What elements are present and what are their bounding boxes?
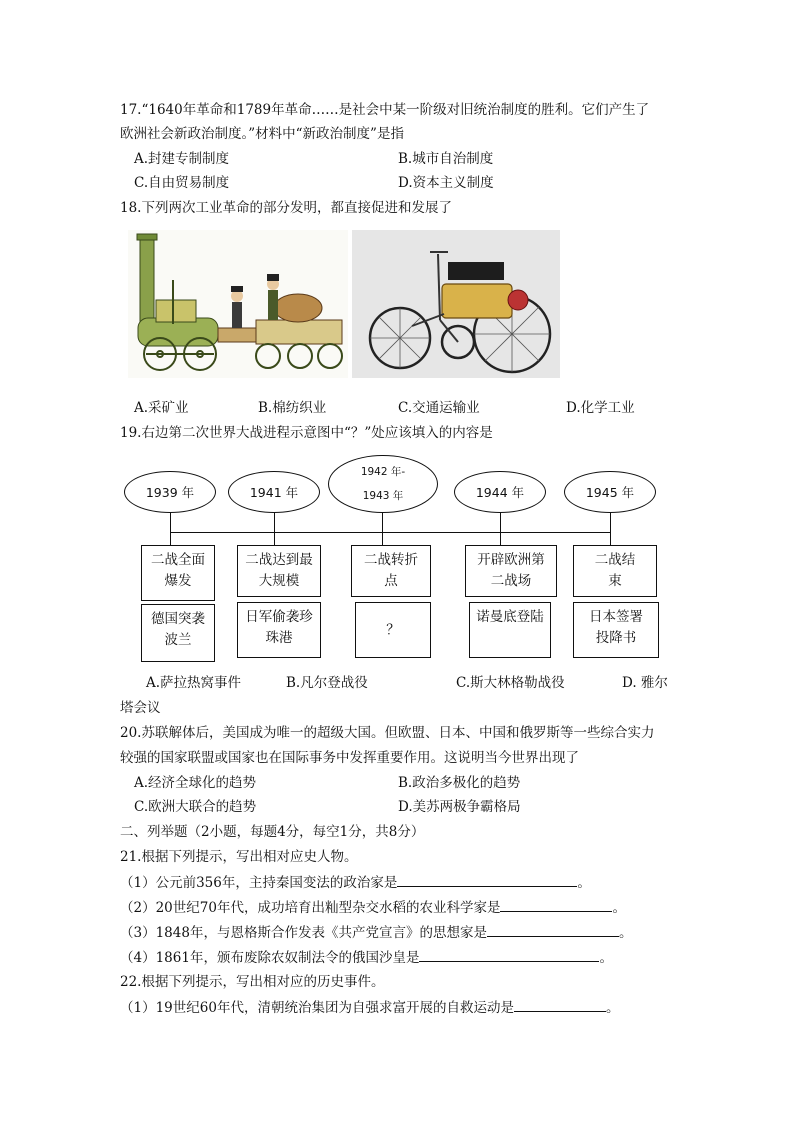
- q21-item-2-text: （2）20世纪70年代，成功培育出籼型杂交水稻的农业科学家是: [120, 900, 501, 916]
- q21-answer-blank-4[interactable]: [419, 947, 599, 962]
- q19-option-a: A.萨拉热窝事件: [146, 675, 242, 691]
- q21-answer-blank-2[interactable]: [500, 897, 612, 912]
- q17-option-c: C.自由贸易制度: [134, 175, 230, 191]
- q17-option-d: D.资本主义制度: [398, 175, 494, 191]
- event-box-3-unknown: ？: [355, 602, 431, 658]
- q19-option-c: C.斯大林格勒战役: [456, 675, 565, 691]
- q21-item-2: [120, 897, 626, 918]
- q21-item-1: [120, 872, 591, 893]
- q17-line2: 欧洲社会新政治制度。”材料中“新政治制度”是指: [120, 126, 404, 142]
- event-box-1: 德国突袭波兰: [141, 604, 215, 662]
- stage-box-3: 二战转折点: [351, 545, 431, 597]
- year-1942-1943: [328, 455, 438, 513]
- q20-option-d: D.美苏两极争霸格局: [398, 799, 521, 815]
- q21-item-3-end: 。: [618, 925, 633, 941]
- q21-item-2-end: 。: [612, 900, 626, 916]
- q21-item-1-end: 。: [577, 875, 591, 891]
- q18-option-b: B.棉纺织业: [258, 400, 327, 416]
- q18-stem: 18.下列两次工业革命的部分发明，都直接促进和发展了: [120, 200, 452, 216]
- q21-answer-blank-1[interactable]: [397, 872, 577, 887]
- q19-option-b: B.凡尔登战役: [286, 675, 368, 691]
- stage-box-4: 开辟欧洲第二战场: [465, 545, 557, 597]
- stage-box-2: 二战达到最大规模: [237, 545, 321, 597]
- year-1943: 1943 年: [362, 490, 404, 502]
- q20-option-a: A.经济全球化的趋势: [134, 775, 257, 791]
- event-box-2: 日军偷袭珍珠港: [237, 602, 321, 658]
- q22-item-1: [120, 997, 619, 1018]
- connector-1: [170, 513, 171, 545]
- q17-line1: 17.“1640年革命和1789年革命……是社会中某一阶级对旧统治制度的胜利。它们产生了: [120, 102, 650, 118]
- stage-box-1: 二战全面爆发: [141, 545, 215, 601]
- q22-stem: 22.根据下列提示，写出相对应的历史事件。: [120, 974, 385, 990]
- q22-item-1-text: （1）19世纪60年代，清朝统治集团为自强求富开展的自救运动是: [120, 1000, 514, 1016]
- q20-option-c: C.欧洲大联合的趋势: [134, 799, 257, 815]
- year-1945: 1945 年: [564, 471, 656, 513]
- timeline-axis: [170, 532, 611, 533]
- q21-item-4-end: 。: [599, 950, 613, 966]
- q20-line2: 较强的国家联盟或国家也在国际事务中发挥重要作用。这说明当今世界出现了: [120, 750, 579, 766]
- connector-2: [274, 513, 275, 545]
- q21-item-3: [120, 922, 632, 943]
- q17-option-a: A.封建专制制度: [134, 151, 230, 167]
- q21-item-1-text: （1）公元前356年，主持秦国变法的政治家是: [120, 875, 398, 891]
- connector-3: [382, 513, 383, 545]
- steam-locomotive-image: [128, 230, 348, 378]
- q21-item-4: [120, 947, 613, 968]
- stage-box-5: 二战结束: [573, 545, 657, 597]
- q20-option-b: B.政治多极化的趋势: [398, 775, 521, 791]
- year-1942: 1942 年-: [360, 466, 406, 478]
- event-box-5: 日本签署投降书: [573, 602, 659, 658]
- q21-item-4-text: （4）1861年，颁布废除农奴制法令的俄国沙皇是: [120, 950, 420, 966]
- q19-option-d: D. 雅尔: [622, 675, 668, 691]
- section-2-heading: 二、列举题（2小题，每题4分，每空1分，共8分）: [120, 824, 425, 840]
- q19-option-d-cont: 塔会议: [120, 700, 161, 716]
- q22-answer-blank-1[interactable]: [514, 997, 606, 1012]
- event-box-4: 诺曼底登陆: [469, 602, 551, 658]
- q21-stem: 21.根据下列提示，写出相对应史人物。: [120, 849, 358, 865]
- connector-4: [500, 513, 501, 545]
- q19-stem: 19.右边第二次世界大战进程示意图中“？”处应该填入的内容是: [120, 425, 493, 441]
- year-1941: 1941 年: [228, 471, 320, 513]
- q18-option-a: A.采矿业: [134, 400, 189, 416]
- q18-option-d: D.化学工业: [566, 400, 635, 416]
- q18-option-c: C.交通运输业: [398, 400, 480, 416]
- q21-answer-blank-3[interactable]: [487, 922, 619, 937]
- q17-option-b: B.城市自治制度: [398, 151, 494, 167]
- benz-motorcar-image: [352, 230, 560, 378]
- year-1944: 1944 年: [454, 471, 546, 513]
- connector-5: [610, 513, 611, 545]
- year-1939: 1939 年: [124, 471, 216, 513]
- q20-line1: 20.苏联解体后，美国成为唯一的超级大国。但欧盟、日本、中国和俄罗斯等一些综合实力: [120, 725, 655, 741]
- q21-item-3-text: （3）1848年，与恩格斯合作发表《共产党宣言》的思想家是: [120, 925, 487, 941]
- q22-item-1-end: 。: [605, 1000, 620, 1016]
